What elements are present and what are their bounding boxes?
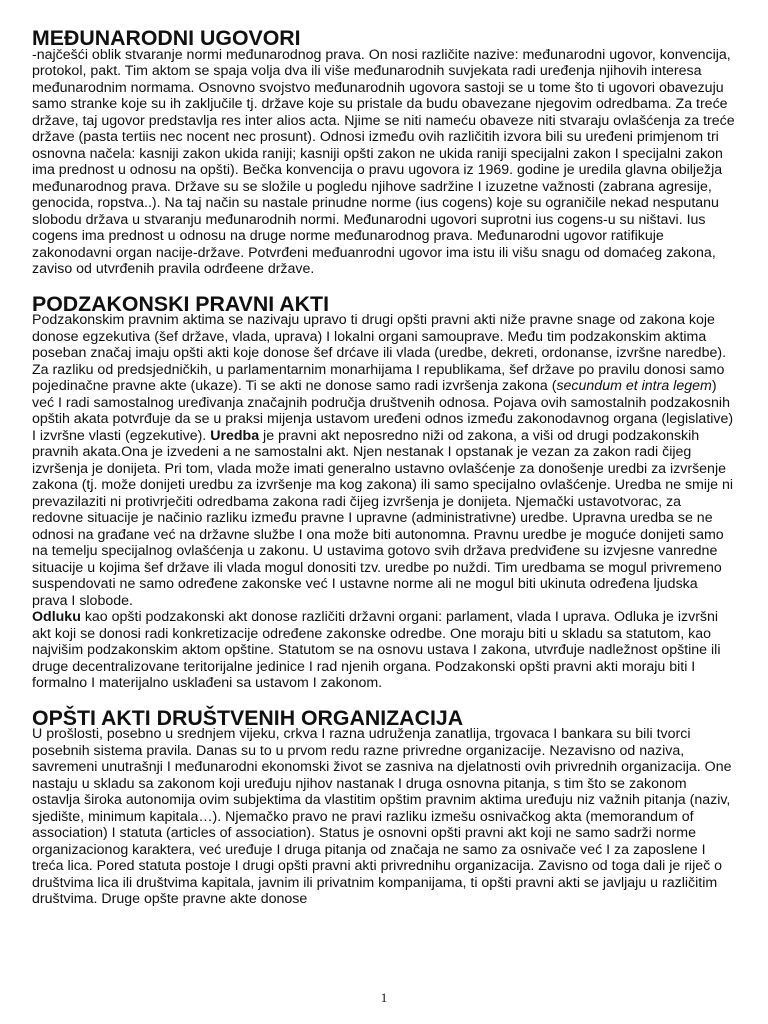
bold-term-odluku: Odluku (32, 609, 81, 625)
text-run: U prošlosti, posebno u srednjem vijeku, crkva I razna udruženja zanatlija, trgovaca I bankara su bili tvorci posebnih sistema pravila. Danas su to u prvom redu razne privredne organizacije. Nezavisno od naziva, savremeni unutrašnji I međunarodni ekonomski život se zasniva na djelatnosti ovih privrednih organizacija. One nastaju u skladu sa zakonom koji uređuju njihov nastanak I druga osnovna pitanja, s tim što se zakonom ostavlja široka autonomija ovim subjektima da vlastitim opštim pravnim aktima uređuju niz važnih pitanja (naziv, sjedište, minimum kapitala…). Njemačko pravo ne pravi razliku izmešu osnivačkog akta (memorandum of association) I statuta (articles of association). Status je osnovni opšti pravni akt koji ne samo sadrži norme organizacionog karaktera, već uređuje I druga pitanja od značaja ne samo za osnivače već I za zaposlene I treća lica. Pored statuta postoje I drugi opšti pravni akti privrednihu organizacija. Zavisno od toga dali je riječ o društvima lica ili društvima kapitala, javnim ili privatnim kompanijama, ti opšti pravni akti se javljaju u različitim društvima. Druge opšte pravne akte donose (32, 726, 732, 907)
text-run: je pravni akt neposredno niži od zakona, a viši od drugi podzakonskih pravnih akata.Ona je izvedeni a ne samostalni akt. Njen nestanak I opstanak je vezan za zakon radi čijeg izvršenja je donijeta. Pri tom, vlada može imati generalno ustavno ovlašćenje za donošenje uredbi za izvršenje zakona (tj. može donijeti uredbu za izvršenje ma kog zakona) ili samo specijalno ovlašćenje. Uredba ne smije ni prevazilaziti ni protivrječiti odredbama zakona radi čijeg izvršenja je donijeta. Njemački ustavotvorac, za redovne situacije je načinio razliku između pravne I upravne (administrativne) uredbe. Upravna uredba se ne odnosi na građane već na državne službe I ona može biti autonomna. Pravnu uredbe je moguće donijeti samo na temelju specijalnog ovlašćenja u zakonu. U ustavima gotovo svih država predviđene su izvjesne vanredne situacije u kojima šef države ili vlada mogul donositi tzv. uredbe po nuždi. Tim uredbama se mogul privremeno suspendovati ne samo određene zakonske već I ustavne norme ali ne mogul biti ukinuta određena ljudska prava I slobode. (32, 427, 734, 609)
text-run: ) već I radi samostalnog uređivanja značajnih područja društvenih odnosa. Pojava ovih samostalnih podzakosnih opštih akata potvrđuje da se u praksi mijenja ustavom uređeni odnos između zakonodavnog organa (legislative) I izvršne vlasti (egzekutive). (32, 378, 734, 444)
bold-term-uredba: Uredba (210, 427, 260, 444)
page-number: 1 (380, 990, 388, 1005)
text-run: Podzakonskim pravnim aktima se nazivaju upravo ti drugi opšti pravni akti niže pravne snage od zakona koje donose egzekutiva (šef države, vlada, uprava) I lokalni organi samouprave. Među tim podzakonskim aktima poseban značaj imaju opšti akti koje donose šef drćave ili vlada (uredbe, dekreti, ordonanse, izvršne naredbe). Za razliku od predsjedničkih, u parlamentarnim monarhijama I republikama, šef države po pravilu donosi samo pojedinačne pravne akte (ukaze). Ti se akti ne donose samo radi izvršenja zakona ( (32, 312, 727, 394)
text-run: kao opšti podzakonski akt donose različiti državni organi: parlament, vlada I uprava. Odluka je izvršni akt koji se donosi radi konkretizacije određene zakonske odredbe. One moraju biti u skladu sa statutom, kao najvišim podzakonskim aktom opštine. Statutom se na osnovu ustava I zakona, utvrđuje nadležnost opštine ili druge decentralizovane teritorijalne jedinice I rad njenih organa. Podzakonski opšti pravni akti moraju biti I formalno I materijalno usklađeni sa ustavom I zakonom. (32, 609, 721, 691)
text-run: -najčešći oblik stvaranje normi međunarodnog prava. On nosi različite nazive: međunarodni ugovor, konvencija, protokol, pakt. Tim aktom se spaja volja dva ili više međunarodnih suvjekata radi uređenja njihovih interesa međunarodnim normama. Osnovno svojstvo međunarodnih ugovora sastoji se u tome što ti ugovori obavezuju samo stranke koje su ih zaključile tj. države koje su pristale da budu obavezane njegovim odredbama. Za treće države, taj ugovor predstavlja res inter alios acta. Njime se niti nameću obaveze niti stvaraju ovlašćenja za treće države (pasta tertiis nec nocent nec prosunt). Odnosi između ovih različitih izvora bili su uređeni primjenom tri osnovna načela: kasniji zakon ukida raniji; kasniji opšti zakon ne ukida raniji specijalni zakon I specijalni zakon ima prednost u odnosu na opšti). Bečka konvencija o pravu ugovora iz 1969. godine je uredila glavna obilježja međunarodnog prava. Države su se složile u pogledu njihove sadržine I izuzetne važnosti (zabrana agresije, genocida, ropstva..). Na taj način su nastale prinudne norme (ius cogens) koje su ograničile nekad nesputanu slobodu država u stvaranju međunarodnih normi. Međunarodni ugovori suprotni ius cogens-u su ništavi. Ius cogens ima prednost u odnosu na druge norme međunarodnog prava. Međunarodni ugovor ratifikuje zakonodavni organ nacije-države. Potvrđeni međuanrodni ugovor ima istu ili višu snagu od domaćeg zakona, zaviso od utvrđenih pravila odrđeene države. (32, 46, 735, 277)
section-heading-opsti-akti-drustvenih-organizacija: OPŠTI AKTI DRUŠTVENIH ORGANIZACIJA (32, 705, 464, 730)
italic-term: secundum et intra legem (556, 378, 712, 394)
section-heading-podzakonski-pravni-akti: PODZAKONSKI PRAVNI AKTI (32, 291, 329, 316)
section-paragraph (32, 47, 736, 278)
section-paragraph (32, 609, 736, 692)
section-paragraph (32, 726, 736, 908)
section-paragraph (32, 312, 736, 609)
section-heading-medjunarodni-ugovori: MEĐUNARODNI UGOVORI (32, 26, 301, 50)
